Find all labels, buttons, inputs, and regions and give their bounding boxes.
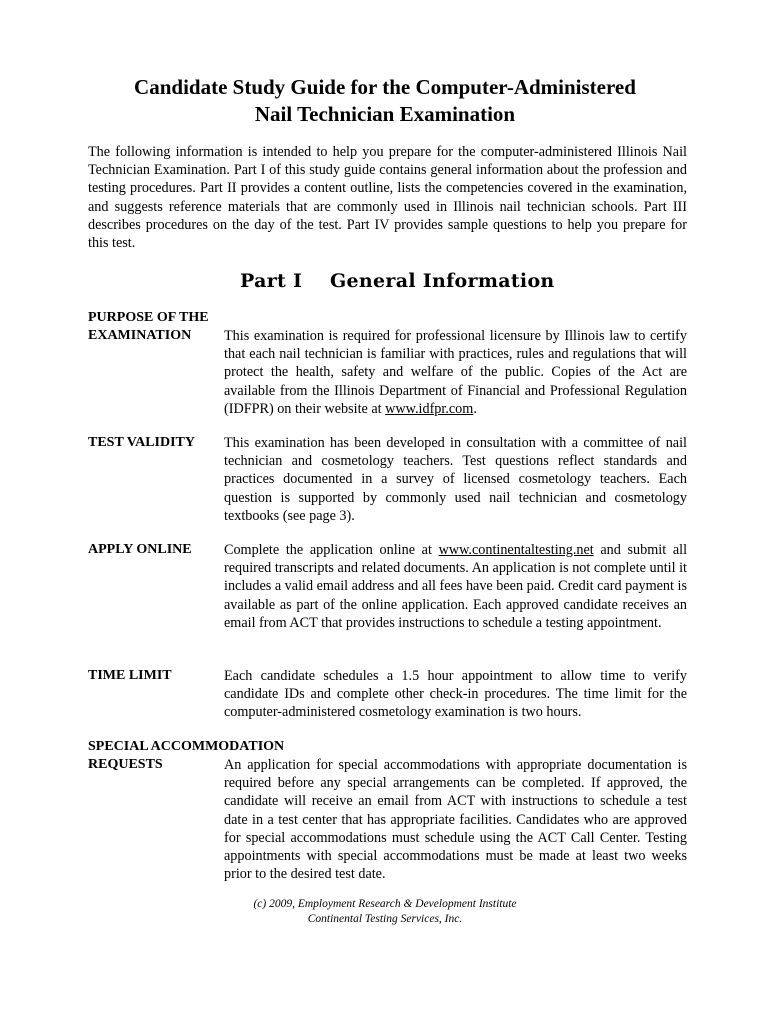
time-limit-text: Each candidate schedules a 1.5 hour appointment to allow time to verify candidate IDs and complete other check-in procedures. The time limit for the computer-administered cosmetology examination is two hours.: [224, 668, 687, 721]
footer-line-2: Continental Testing Services, Inc.: [307, 913, 463, 925]
purpose-text: [224, 327, 687, 418]
special-label-line-2: REQUESTS: [88, 757, 163, 773]
validity-label: TEST VALIDITY: [88, 435, 196, 450]
apply-label: APPLY ONLINE: [88, 542, 192, 557]
purpose-label-line-2: EXAMINATION: [88, 328, 192, 344]
validity-text: This examination has been developed in consultation with a committee of nail technician and cosmetology teachers. Test questions reflect standards and practices documented in a survey of licensed cosmetology teachers. Each question is supported by commonly used nail technician and cosmetology textbooks (see page 3).: [224, 435, 687, 524]
apply-text: [224, 541, 687, 632]
special-label-line-1: SPECIAL ACCOMMODATION: [88, 739, 285, 754]
time-limit-label: TIME LIMIT: [88, 668, 172, 683]
part-number: Part I: [240, 270, 303, 292]
footer-line-1: (c) 2009, Employment Research & Development Institute: [253, 898, 517, 910]
purpose-label: [88, 309, 209, 345]
title-line-2: Nail Technician Examination: [254, 102, 516, 126]
page-footer: [200, 897, 570, 927]
purpose-text-main: This examination is required for professional licensure by Illinois law to certify that each nail technician is familiar with practices, rules and regulations that will protect the health, safety and welfare of the public. Copies of the Act are available from the Illinois Department of Financial and Professional Regulation (IDFPR) on their website at: [224, 328, 687, 417]
purpose-label-line-1: PURPOSE OF THE: [88, 310, 209, 325]
idfpr-link[interactable]: www.idfpr.com: [385, 400, 474, 417]
intro-paragraph: The following information is intended to help you prepare for the computer-administered Illinois Nail Technician Examination. Part I of this study guide contains general information about the profession and testing procedures. Part II provides a content outline, lists the competencies covered in the examination, and suggests reference materials that are commonly used in Illinois nail technician schools. Part III describes procedures on the day of the test. Part IV provides sample questions to help you prepare for this test.: [88, 144, 687, 252]
continentaltesting-link[interactable]: www.continentaltesting.net: [438, 542, 594, 558]
part-heading: [240, 269, 555, 293]
document-title: [60, 74, 710, 128]
apply-text-start: Complete the application online at: [224, 542, 439, 558]
apply-text-main: and submit all required transcripts and related documents. An application is not complete until it includes a valid email address and all fees have been paid. Credit card payment is available as part of the online application. Each approved candidate receives an email from ACT that provides instructions to schedule a testing appointment.: [224, 542, 688, 631]
part-title: General Information: [330, 270, 555, 292]
special-text: An application for special accommodations with appropriate documentation is required before any special arrangements can be completed. If approved, the candidate will receive an email from ACT with instructions to schedule a test date in a test center that has appropriate facilities. Candidates who are approved for special accommodations must schedule using the ACT Call Center. Testing appointments with special accommodations must be made at least two weeks prior to the desired test date.: [224, 757, 687, 883]
purpose-text-end: .: [473, 400, 477, 417]
title-line-1: Candidate Study Guide for the Computer-Administered: [134, 75, 636, 99]
